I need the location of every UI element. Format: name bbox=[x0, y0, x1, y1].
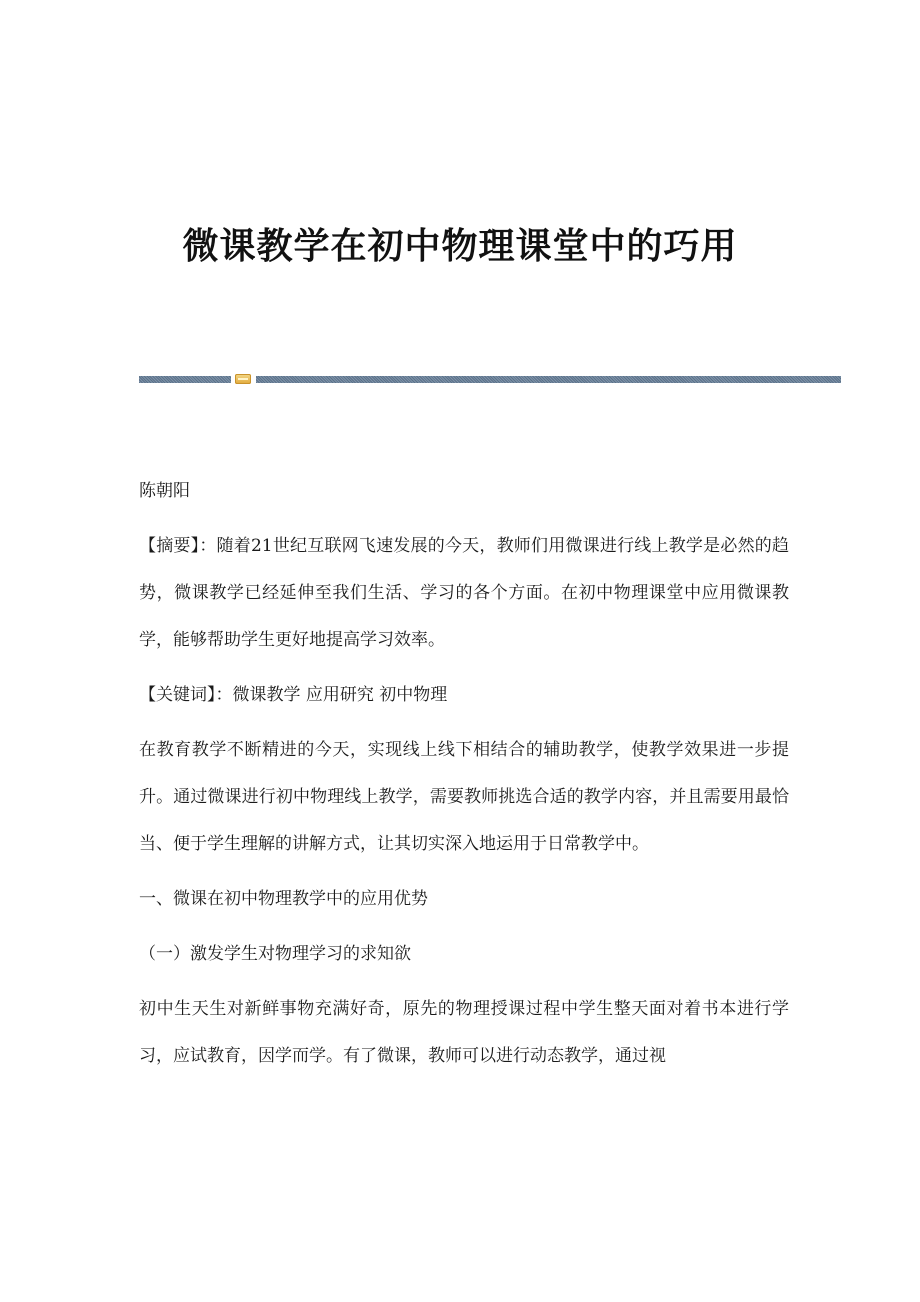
intro-paragraph: 在教育教学不断精进的今天，实现线上线下相结合的辅助教学，使教学效果进一步提升。通过微课进行初中物理线上教学，需要教师挑选合适的教学内容，并且需要用最恰当、便于学生理解的讲解方式，让其切实深入地运用于日常教学中。 bbox=[139, 740, 789, 854]
author: 陈朝阳 bbox=[139, 481, 190, 501]
document-body bbox=[139, 468, 789, 1080]
subsection-heading: （一）激发学生对物理学习的求知欲 bbox=[139, 944, 411, 964]
divider-bar-left bbox=[139, 376, 231, 383]
divider-bar-right bbox=[256, 376, 841, 383]
keywords: 【关键词】：微课教学 应用研究 初中物理 bbox=[139, 685, 448, 705]
section-heading: 一、微课在初中物理教学中的应用优势 bbox=[139, 889, 428, 909]
divider-ornament-icon bbox=[235, 374, 251, 384]
body-paragraph: 初中生天生对新鲜事物充满好奇，原先的物理授课过程中学生整天面对着书本进行学习，应试教育，因学而学。有了微课，教师可以进行动态教学，通过视 bbox=[139, 999, 789, 1066]
document-title: 微课教学在初中物理课堂中的巧用 bbox=[182, 225, 738, 267]
abstract: 【摘要】：随着21世纪互联网飞速发展的今天，教师们用微课进行线上教学是必然的趋势，微课教学已经延伸至我们生活、学习的各个方面。在初中物理课堂中应用微课教学，能够帮助学生更好地提高学习效率。 bbox=[139, 536, 789, 650]
title-divider bbox=[139, 374, 841, 384]
